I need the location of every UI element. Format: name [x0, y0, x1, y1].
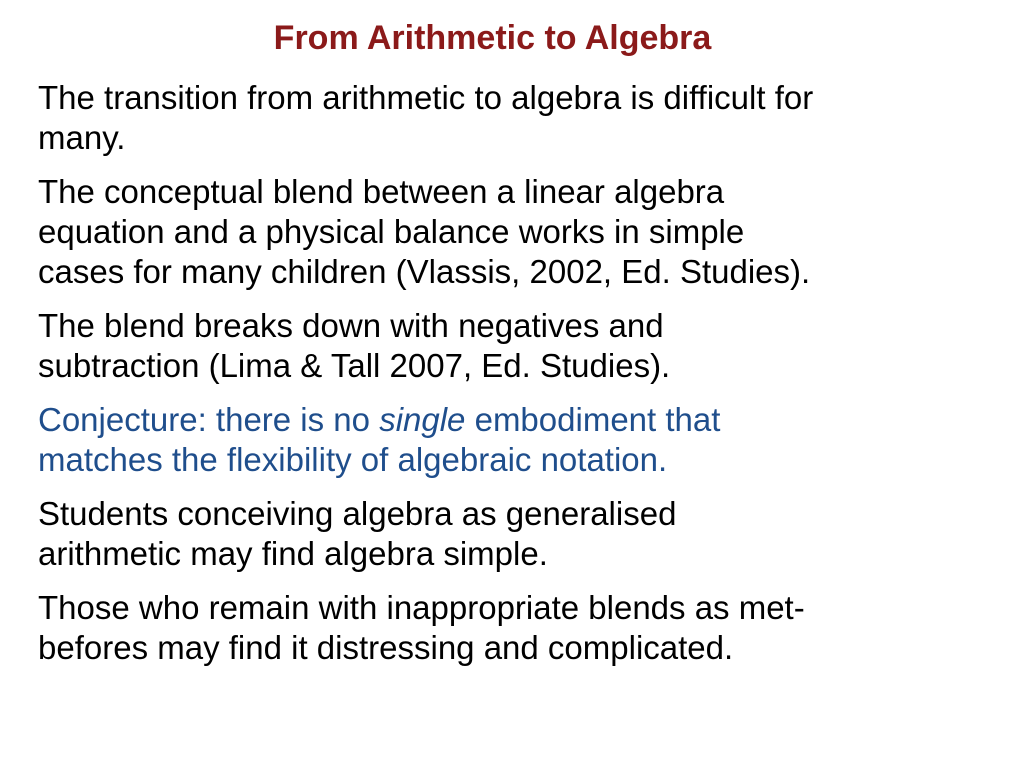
conjecture-emphasis: single — [379, 401, 466, 438]
paragraph-line: subtraction (Lima & Tall 2007, Ed. Studies). — [38, 347, 671, 384]
paragraph-conceptual-blend — [38, 172, 1008, 292]
slide-title: From Arithmetic to Algebra — [273, 19, 712, 57]
paragraph-line: Those who remain with inappropriate blends as met- — [38, 589, 805, 626]
conjecture-line-2: matches the flexibility of algebraic notation. — [38, 441, 668, 478]
paragraph-blend-breaks — [38, 306, 1008, 386]
paragraph-generalised-arithmetic — [38, 494, 1008, 574]
paragraph-line: equation and a physical balance works in simple — [38, 213, 745, 250]
paragraph-inappropriate-blends — [38, 588, 1008, 668]
paragraph-line: The conceptual blend between a linear algebra — [38, 173, 725, 210]
paragraph-line: arithmetic may find algebra simple. — [38, 535, 548, 572]
paragraph-line: The blend breaks down with negatives and — [38, 307, 664, 344]
conjecture-text-after: embodiment that — [465, 401, 721, 438]
paragraph-line: befores may find it distressing and complicated. — [38, 629, 734, 666]
paragraph-line: many. — [38, 119, 126, 156]
paragraph-line: Students conceiving algebra as generalised — [38, 495, 677, 532]
paragraph-line: cases for many children (Vlassis, 2002, Ed. Studies). — [38, 253, 811, 290]
conjecture-text-before: Conjecture: there is no — [38, 401, 380, 438]
paragraph-transition — [38, 78, 1008, 158]
paragraph-line: The transition from arithmetic to algebra is difficult for — [38, 79, 814, 116]
slide-body — [38, 78, 1008, 682]
paragraph-conjecture — [38, 400, 1008, 480]
conjecture-line-1 — [38, 400, 1008, 440]
